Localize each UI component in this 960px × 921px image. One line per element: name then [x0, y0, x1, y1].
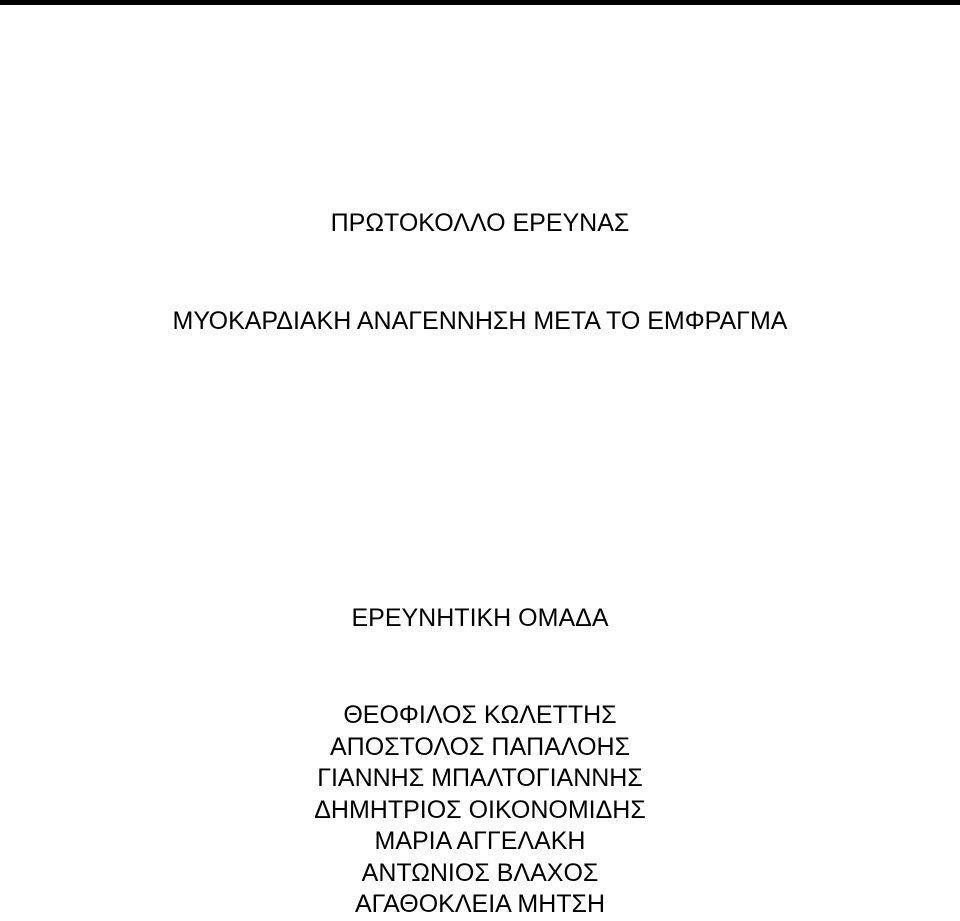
research-team-list — [0, 700, 960, 921]
top-border-rule — [0, 0, 960, 5]
document-title: ΠΡΩΤΟΚΟΛΛΟ ΕΡΕΥΝΑΣ — [330, 209, 630, 237]
team-member: ΔΗΜΗΤΡΙΟΣ ΟΙΚΟΝΟΜΙΔΗΣ — [314, 795, 646, 824]
team-member: ΓΙΑΝΝΗΣ ΜΠΑΛΤΟΓΙΑΝΝΗΣ — [317, 764, 643, 792]
team-member: ΘΕΟΦΙΛΟΣ ΚΩΛΕΤΤΗΣ — [343, 701, 617, 729]
research-team-heading: ΕΡΕΥΝΗΤΙΚΗ ΟΜΑΔΑ — [351, 604, 609, 632]
team-member: ΑΓΑΘΟΚΛΕΙΑ ΜΗΤΣΗ — [354, 890, 606, 918]
team-member: ΜΑΡΙΑ ΑΓΓΕΛΑΚΗ — [374, 827, 586, 855]
team-member: ΑΝΤΩΝΙΟΣ ΒΛΑΧΟΣ — [361, 858, 599, 887]
document-subtitle: ΜΥΟΚΑΡΔΙΑΚΗ ΑΝΑΓΕΝΝΗΣΗ ΜΕΤΑ ΤΟ ΕΜΦΡΑΓΜΑ — [172, 307, 788, 335]
team-member: ΑΠΟΣΤΟΛΟΣ ΠΑΠΑΛΟΗΣ — [329, 732, 631, 761]
